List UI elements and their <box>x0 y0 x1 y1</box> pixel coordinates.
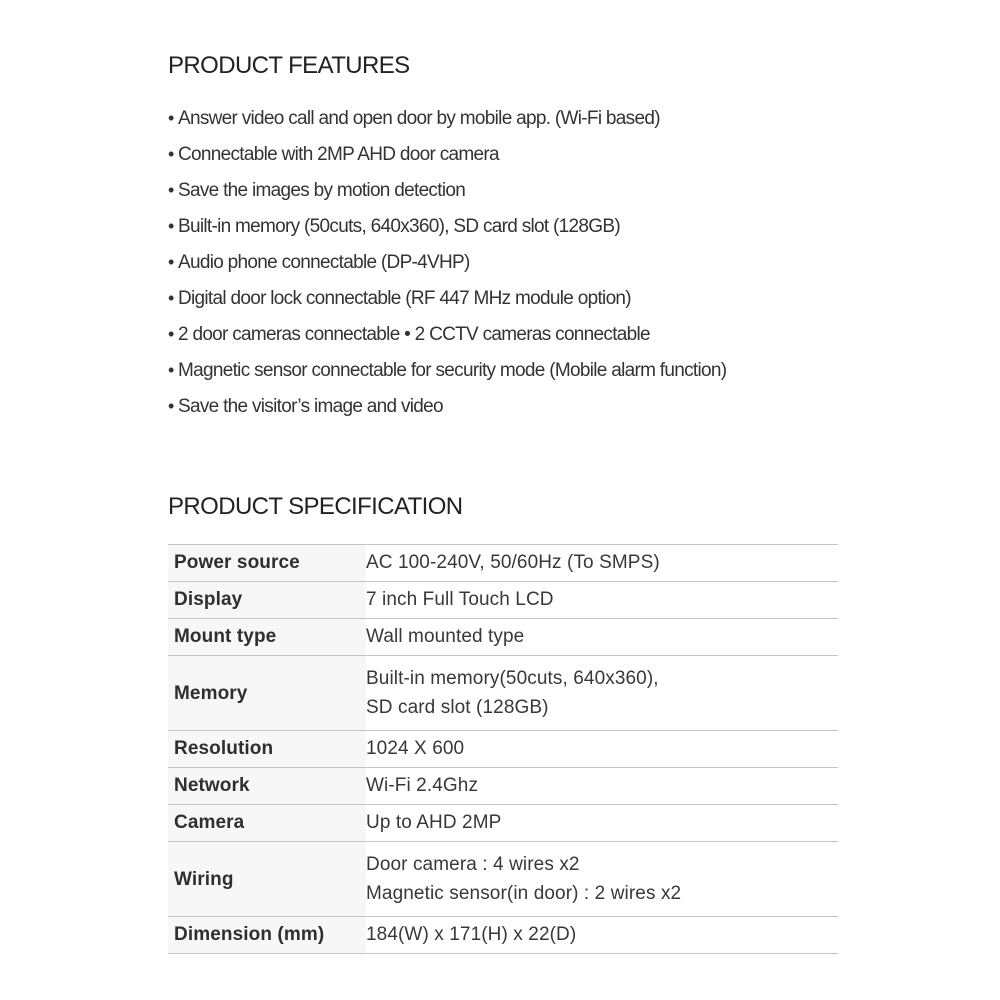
spec-row-mount-type <box>168 619 838 656</box>
feature-item <box>168 244 726 280</box>
spec-row-network <box>168 768 838 805</box>
bullet-icon: • <box>168 396 174 416</box>
feature-text: Save the images by motion detection <box>178 180 466 201</box>
spec-value: Wi-Fi 2.4Ghz <box>366 768 838 805</box>
bullet-icon: • <box>168 180 174 200</box>
spec-label: Wiring <box>168 842 366 917</box>
feature-list <box>168 100 726 424</box>
spec-row-power-source <box>168 545 838 582</box>
spec-value: Door camera : 4 wires x2 Magnetic sensor(in door) : 2 wires x2 <box>366 842 838 917</box>
spec-label: Dimension (mm) <box>168 917 366 954</box>
spec-row-memory <box>168 656 838 731</box>
specification-table <box>168 544 838 954</box>
spec-value: 1024 X 600 <box>366 731 838 768</box>
feature-text: Audio phone connectable (DP-4VHP) <box>178 252 470 273</box>
spec-row-dimension <box>168 917 838 954</box>
spec-label: Power source <box>168 545 366 582</box>
bullet-icon: • <box>168 252 174 272</box>
spec-value: 7 inch Full Touch LCD <box>366 582 838 619</box>
feature-item <box>168 388 726 424</box>
spec-label: Memory <box>168 656 366 731</box>
bullet-icon: • <box>168 108 174 128</box>
feature-item <box>168 172 726 208</box>
spec-row-resolution <box>168 731 838 768</box>
spec-value: Built-in memory(50cuts, 640x360), SD card slot (128GB) <box>366 656 838 731</box>
feature-text: Built-in memory (50cuts, 640x360), SD card slot (128GB) <box>178 216 620 237</box>
bullet-icon: • <box>168 288 174 308</box>
spec-label: Mount type <box>168 619 366 656</box>
feature-item <box>168 316 726 352</box>
feature-text: Connectable with 2MP AHD door camera <box>178 144 499 165</box>
spec-label: Resolution <box>168 731 366 768</box>
feature-text: Magnetic sensor connectable for security mode (Mobile alarm function) <box>178 360 727 381</box>
spec-label: Display <box>168 582 366 619</box>
feature-item <box>168 208 726 244</box>
bullet-icon: • <box>168 216 174 236</box>
bullet-icon: • <box>168 144 174 164</box>
feature-item <box>168 352 726 388</box>
feature-item <box>168 280 726 316</box>
feature-text: Save the visitor’s image and video <box>178 396 443 417</box>
spec-label: Network <box>168 768 366 805</box>
bullet-icon: • <box>168 324 174 344</box>
bullet-icon: • <box>168 360 174 380</box>
spec-value: Wall mounted type <box>366 619 838 656</box>
spec-row-camera <box>168 805 838 842</box>
feature-item <box>168 100 726 136</box>
features-heading: PRODUCT FEATURES <box>168 52 410 79</box>
feature-text: Answer video call and open door by mobile app. (Wi-Fi based) <box>178 108 660 129</box>
feature-text: Digital door lock connectable (RF 447 MHz module option) <box>178 288 631 309</box>
spec-value: AC 100-240V, 50/60Hz (To SMPS) <box>366 545 838 582</box>
spec-label: Camera <box>168 805 366 842</box>
spec-value: Up to AHD 2MP <box>366 805 838 842</box>
feature-item <box>168 136 726 172</box>
feature-text: 2 door cameras connectable • 2 CCTV cameras connectable <box>178 324 650 345</box>
spec-row-display <box>168 582 838 619</box>
spec-row-wiring <box>168 842 838 917</box>
spec-value: 184(W) x 171(H) x 22(D) <box>366 917 838 954</box>
specification-heading: PRODUCT SPECIFICATION <box>168 493 463 520</box>
